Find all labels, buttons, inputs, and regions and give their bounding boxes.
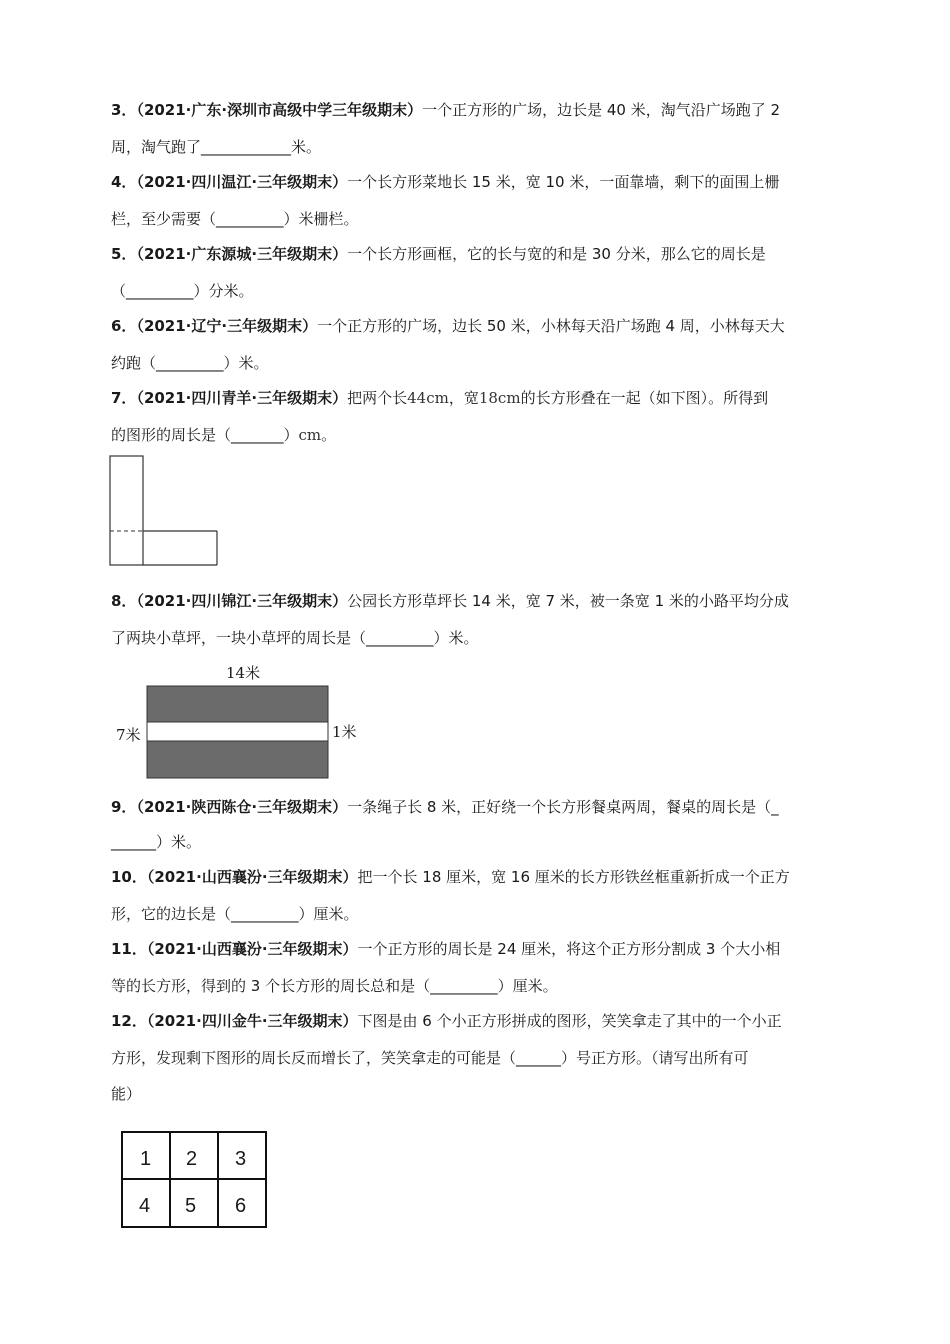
q12-line3: 能） xyxy=(111,1085,142,1103)
q5-line1 xyxy=(111,244,766,264)
question-source: （2021·山西襄汾·三年级期末） xyxy=(146,940,358,958)
question-text: 把两个长 xyxy=(347,389,408,407)
question-text: 的长方形叠在一起（如下图）。所得到 xyxy=(520,389,769,407)
question-source: （2021·辽宁·三年级期末） xyxy=(136,317,318,335)
question-source: （2021·陕西陈仓·三年级期末） xyxy=(136,798,348,816)
square-number-5: 5 xyxy=(185,1195,197,1217)
question-text: 一个正方形的广场，边长是 40 米，淘气沿广场跑了 2 xyxy=(422,101,781,119)
square-number-1: 1 xyxy=(140,1148,152,1170)
question-source: （2021·四川金牛·三年级期末） xyxy=(146,1012,358,1030)
question-source: （2021·山西襄汾·三年级期末） xyxy=(146,868,358,886)
question-number: 3． xyxy=(111,101,137,119)
question-text: 一个长方形菜地长 15 米，宽 10 米，一面靠墙，剩下的面围上栅 xyxy=(347,173,780,191)
lawn-figure xyxy=(110,660,370,785)
q3-line1 xyxy=(111,100,780,120)
question-source: （2021·广东·深圳市高级中学三年级期末） xyxy=(136,101,423,119)
q12-line1 xyxy=(111,1011,782,1031)
path-strip xyxy=(147,722,328,741)
q7-line2 xyxy=(111,425,336,445)
question-text: 一个正方形的广场，边长 50 米，小林每天沿广场跑 4 周，小林每天大 xyxy=(317,317,785,335)
question-text: 。 xyxy=(321,426,337,444)
unit-label: cm xyxy=(298,426,322,444)
q9-line2: ______）米。 xyxy=(111,833,202,851)
question-number: 9． xyxy=(111,798,137,816)
question-text: 一条绳子长 8 米，正好绕一个长方形餐桌两周，餐桌的周长是（_ xyxy=(347,798,779,816)
q11-line1 xyxy=(111,939,780,959)
width-label: 7米 xyxy=(116,726,141,744)
q11-line2: 等的长方形，得到的 3 个长方形的周长总和是（_________）厘米。 xyxy=(111,977,558,995)
q9-line1 xyxy=(111,797,779,817)
q10-line2: 形，它的边长是（_________）厘米。 xyxy=(111,905,359,923)
square-number-2: 2 xyxy=(186,1148,198,1170)
question-source: （2021·四川锦江·三年级期末） xyxy=(136,592,348,610)
question-text: 一个长方形画框，它的长与宽的和是 30 分米，那么它的周长是 xyxy=(347,245,766,263)
question-number: 8． xyxy=(111,592,137,610)
q12-line2: 方形，发现剩下图形的周长反而增长了，笑笑拿走的可能是（______）号正方形。（请写出所有可 xyxy=(111,1049,749,1067)
q7-line1 xyxy=(111,388,768,408)
question-number: 12． xyxy=(111,1012,147,1030)
question-number: 7． xyxy=(111,389,137,407)
question-source: （2021·广东源城·三年级期末） xyxy=(136,245,348,263)
square-number-6: 6 xyxy=(235,1195,247,1217)
vertical-rectangle xyxy=(110,456,143,565)
question-source: （2021·四川青羊·三年级期末） xyxy=(136,389,348,407)
q8-line1 xyxy=(111,591,789,611)
length-value: 44cm xyxy=(407,389,449,407)
question-text: 一个正方形的周长是 24 厘米，将这个正方形分割成 3 个大小相 xyxy=(357,940,781,958)
q5-line2: （_________）分米。 xyxy=(111,282,254,300)
square-grid-figure xyxy=(115,1125,275,1235)
square-number-4: 4 xyxy=(139,1195,151,1217)
q6-line2: 约跑（_________）米。 xyxy=(111,354,269,372)
path-width-label: 1米 xyxy=(332,723,357,741)
q6-line1 xyxy=(111,316,785,336)
question-source: （2021·四川温江·三年级期末） xyxy=(136,173,348,191)
question-text: 把一个长 18 厘米，宽 16 厘米的长方形铁丝框重新折成一个正方 xyxy=(357,868,790,886)
question-text: 下图是由 6 个小正方形拼成的图形，笑笑拿走了其中的一个小正 xyxy=(357,1012,782,1030)
question-text: 的图形的周长是（_______） xyxy=(111,426,299,444)
question-number: 10． xyxy=(111,868,147,886)
q4-line2: 栏，至少需要（_________）米栅栏。 xyxy=(111,210,359,228)
length-label: 14米 xyxy=(226,664,261,682)
width-value: 18cm xyxy=(478,389,521,407)
question-number: 6． xyxy=(111,317,137,335)
question-number: 11． xyxy=(111,940,147,958)
question-number: 4． xyxy=(111,173,137,191)
q4-line1 xyxy=(111,172,779,192)
q8-line2: 了两块小草坪，一块小草坪的周长是（_________）米。 xyxy=(111,629,479,647)
q3-line2: 周，淘气跑了____________米。 xyxy=(111,138,322,156)
question-number: 5． xyxy=(111,245,137,263)
square-number-3: 3 xyxy=(235,1148,247,1170)
l-shape-figure xyxy=(100,450,230,570)
q10-line1 xyxy=(111,867,790,887)
question-text: ，宽 xyxy=(448,389,479,407)
question-text: 公园长方形草坪长 14 米，宽 7 米，被一条宽 1 米的小路平均分成 xyxy=(347,592,789,610)
